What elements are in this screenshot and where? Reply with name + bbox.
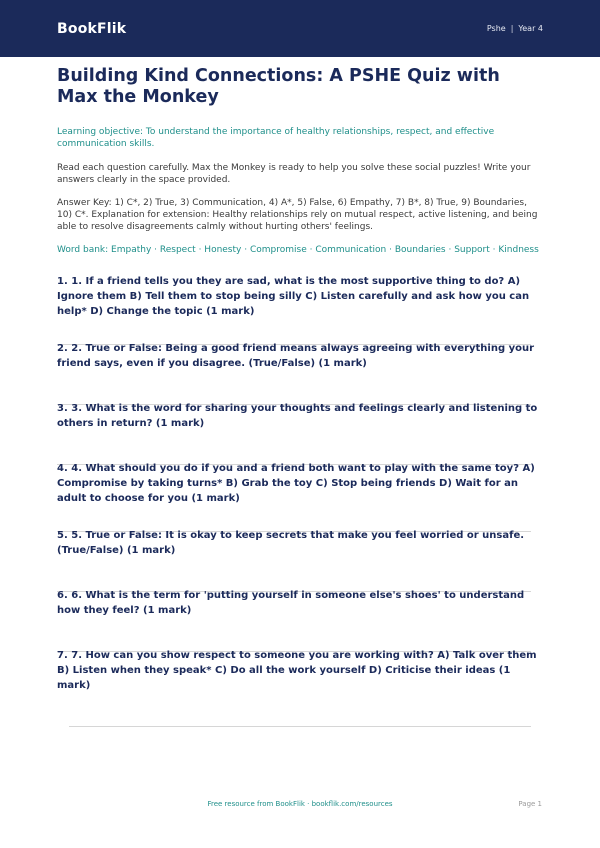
answer-key: Answer Key: 1) C*, 2) True, 3) Communication, 4) A*, 5) False, 6) Empathy, 7) B*, 8) True, 9) Boundaries, 10) C*. Explanation for extension: Healthy relationships rely on mutual respect, active listening, and being able to resolve disagreements calmly without hurting others' feelings.	[57, 198, 538, 232]
word-bank	[57, 244, 543, 256]
instructions: Read each question carefully. Max the Monkey is ready to help you solve these social puzzles! Write your answers clearly in the space provided.	[57, 163, 531, 185]
question-4	[57, 461, 543, 532]
header-meta	[487, 24, 543, 33]
answer-line[interactable]	[69, 726, 531, 727]
word-bank-word: Empathy	[111, 245, 152, 255]
worksheet-content	[57, 66, 543, 727]
footer-credit: Free resource from BookFlik · bookflik.com/resources	[207, 800, 393, 808]
word-bank-word: · Respect	[151, 245, 195, 255]
question-text: 4. 4. What should you do if you and a friend both want to play with the same toy? A) Compromise by taking turns* B) Grab the toy C) Stop being friends D) Wait for an adult to choose for you (1 mark)	[57, 463, 535, 504]
page-number: Page 1	[518, 800, 542, 808]
question-1	[57, 274, 543, 345]
subject-label: Pshe	[486, 24, 506, 33]
question-text: 5. 5. True or False: It is okay to keep secrets that make you feel worried or unsafe. (True/False) (1 mark)	[57, 530, 525, 556]
question-5	[57, 528, 543, 592]
question-2	[57, 341, 543, 405]
question-3	[57, 401, 543, 465]
question-text: 2. 2. True or False: Being a good friend means always agreeing with everything your friend says, even if you disagree. (True/False) (1 mark)	[57, 343, 535, 369]
page-footer	[0, 800, 600, 814]
question-text: 6. 6. What is the term for 'putting yourself in someone else's shoes' to understand how they feel? (1 mark)	[57, 590, 525, 616]
question-text: 3. 3. What is the word for sharing your thoughts and feelings clearly and listening to others in return? (1 mark)	[57, 403, 538, 429]
page-header	[0, 0, 600, 57]
question-7	[57, 648, 543, 727]
word-bank-word: · Communication	[307, 245, 387, 255]
header-separator: |	[510, 24, 514, 33]
brand-logo-text: BookFlik	[57, 20, 127, 37]
word-bank-label: Word bank:	[57, 245, 109, 255]
learning-objective: Learning objective: To understand the importance of healthy relationships, respect, and effective communication skills.	[57, 127, 495, 149]
word-bank-word: · Support	[446, 245, 490, 255]
word-bank-word: · Kindness	[490, 245, 539, 255]
year-label: Year 4	[518, 24, 543, 33]
question-6	[57, 588, 543, 652]
word-bank-word: · Honesty	[196, 245, 242, 255]
page-title: Building Kind Connections: A PSHE Quiz with Max the Monkey	[57, 66, 500, 107]
word-bank-word: · Compromise	[241, 245, 306, 255]
question-text: 1. 1. If a friend tells you they are sad, what is the most supportive thing to do? A) Ignore them B) Tell them to stop being silly C) Listen carefully and ask how you can help* D) Change the topic (1 mark)	[57, 276, 530, 317]
word-bank-word: · Boundaries	[386, 245, 445, 255]
question-text: 7. 7. How can you show respect to someone you are working with? A) Talk over them B) Listen when they speak* C) Do all the work yourself D) Criticise their ideas (1 mark)	[57, 650, 537, 691]
